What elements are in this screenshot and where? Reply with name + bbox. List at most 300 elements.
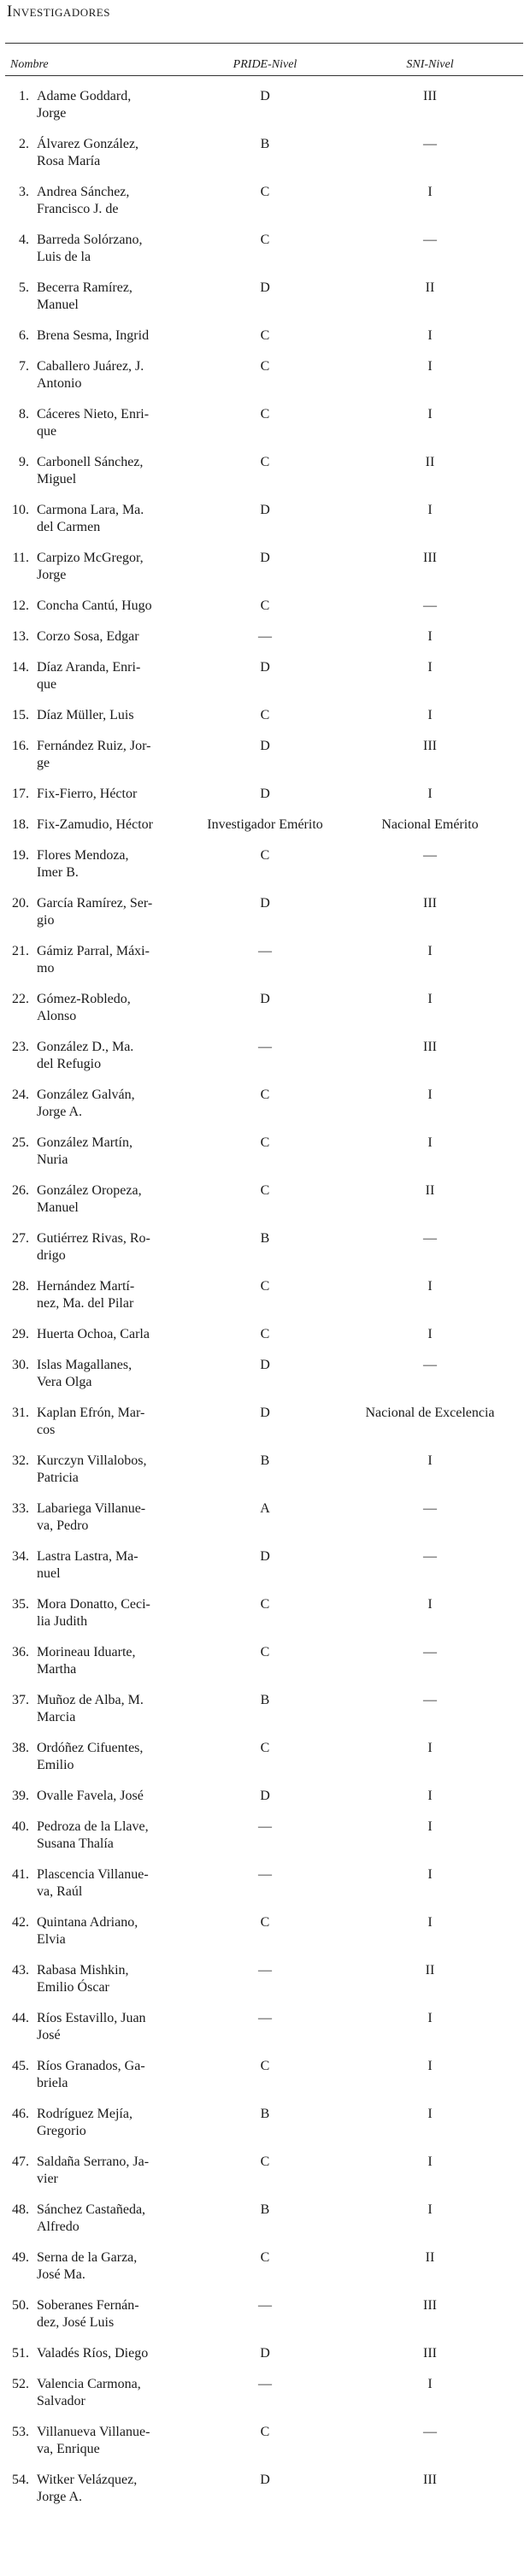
pride-level-value: D xyxy=(260,660,270,675)
researcher-name-line: Quintana Adriano, xyxy=(37,1915,138,1930)
researcher-name-line: Soberanes Fernán- xyxy=(37,2298,139,2313)
row-number: 52. xyxy=(12,2377,29,2391)
pride-level-value: C xyxy=(260,1135,270,1150)
sni-level-value: — xyxy=(423,598,437,613)
top-rule xyxy=(5,43,523,44)
row-number: 18. xyxy=(12,817,29,832)
row-number: 24. xyxy=(12,1088,29,1102)
researcher-name-line: Barreda Solórzano, xyxy=(37,233,143,247)
pride-level-value: C xyxy=(260,2155,270,2169)
researcher-name-line: que xyxy=(37,424,57,439)
row-number: 4. xyxy=(19,233,29,247)
sni-level-value: I xyxy=(427,1741,433,1755)
row-number: 27. xyxy=(12,1231,29,1246)
researcher-name xyxy=(37,1326,182,1343)
sni-level-value: Nacional Emérito xyxy=(381,817,479,832)
researcher-name-line: lia Judith xyxy=(37,1614,88,1629)
pride-level-value: C xyxy=(260,848,270,863)
researcher-name xyxy=(37,738,182,772)
researcher-name-line: Manuel xyxy=(37,298,79,312)
row-number: 40. xyxy=(12,1819,29,1834)
sni-level-value: I xyxy=(427,1597,433,1612)
pride-level-value: B xyxy=(260,1231,270,1246)
researcher-name xyxy=(37,2202,182,2236)
researcher-name-line: nez, Ma. del Pilar xyxy=(37,1296,134,1311)
researcher-name-line: Manuel xyxy=(37,1200,79,1215)
researcher-name-line: Emilio Óscar xyxy=(37,1980,109,1995)
sni-level-value: I xyxy=(427,2155,433,2169)
sni-level-value: I xyxy=(427,944,433,958)
row-number: 8. xyxy=(19,407,29,421)
row-number: 34. xyxy=(12,1549,29,1564)
row-number: 21. xyxy=(12,944,29,958)
row-number: 10. xyxy=(12,503,29,517)
researcher-name-line: Imer B. xyxy=(37,865,79,880)
pride-level-value: D xyxy=(260,896,270,911)
researcher-name-line: García Ramírez, Ser- xyxy=(37,896,153,911)
researcher-name-line: Andrea Sánchez, xyxy=(37,185,130,199)
researcher-name xyxy=(37,2376,182,2410)
researcher-name-line: Concha Cantú, Hugo xyxy=(37,598,152,613)
pride-level-value: C xyxy=(260,2059,270,2073)
researcher-name-line: nuel xyxy=(37,1566,61,1581)
sni-level-value: II xyxy=(425,1963,435,1978)
sni-level-value: II xyxy=(425,1183,435,1198)
researcher-name xyxy=(37,2472,182,2506)
researcher-name xyxy=(37,1866,182,1901)
row-number: 42. xyxy=(12,1915,29,1930)
pride-level-value: D xyxy=(260,1549,270,1564)
pride-level-value: D xyxy=(260,89,270,103)
pride-level-value: — xyxy=(258,629,272,644)
pride-level-value: C xyxy=(260,1915,270,1930)
researcher-name-line: González Oropeza, xyxy=(37,1183,142,1198)
sni-level-value: — xyxy=(423,1693,437,1707)
sni-level-value: — xyxy=(423,1645,437,1659)
sni-level-value: I xyxy=(427,1789,433,1803)
row-number: 48. xyxy=(12,2202,29,2217)
sni-level-value: I xyxy=(427,787,433,801)
pride-level-value: B xyxy=(260,137,270,151)
pride-level-value: C xyxy=(260,233,270,247)
researcher-name xyxy=(37,1230,182,1264)
researcher-name-line: Carbonell Sánchez, xyxy=(37,455,144,469)
researcher-name-line: Pedroza de la Llave, xyxy=(37,1819,149,1834)
researcher-name xyxy=(37,991,182,1025)
researcher-name xyxy=(37,2106,182,2140)
researcher-name-line: mo xyxy=(37,961,55,976)
pride-level-value: D xyxy=(260,1358,270,1372)
column-header-pride-label: PRIDE-Nivel xyxy=(233,58,297,71)
sni-level-value: — xyxy=(423,233,437,247)
pride-level-value: C xyxy=(260,407,270,421)
sni-level-value: — xyxy=(423,1549,437,1564)
sni-level-value: II xyxy=(425,280,435,295)
researcher-name-line: vier xyxy=(37,2172,58,2186)
sni-level-value: I xyxy=(427,1915,433,1930)
researcher-name-line: va, Enrique xyxy=(37,2442,100,2456)
pride-level-value: D xyxy=(260,739,270,753)
row-number: 23. xyxy=(12,1040,29,1054)
researcher-name-line: Serna de la Garza, xyxy=(37,2250,138,2265)
researcher-name-line: Carmona Lara, Ma. xyxy=(37,503,144,517)
pride-level-value: C xyxy=(260,1279,270,1294)
pride-level-value: A xyxy=(260,1501,270,1516)
row-number: 53. xyxy=(12,2425,29,2439)
row-number: 17. xyxy=(12,787,29,801)
researcher-name xyxy=(37,1500,182,1535)
row-number: 50. xyxy=(12,2298,29,2313)
researcher-name xyxy=(37,2010,182,2044)
researcher-name-line: Caballero Juárez, J. xyxy=(37,359,144,374)
pride-level-value: C xyxy=(260,359,270,374)
row-number: 9. xyxy=(19,455,29,469)
researcher-name-line: Luis de la xyxy=(37,250,91,264)
pride-level-value: — xyxy=(258,944,272,958)
researcher-name xyxy=(37,1039,182,1073)
sni-level-value: III xyxy=(423,896,437,911)
row-number: 35. xyxy=(12,1597,29,1612)
researcher-name xyxy=(37,1740,182,1774)
pride-level-value: D xyxy=(260,1406,270,1420)
researcher-name-line: Patricia xyxy=(37,1471,79,1485)
pride-level-value: C xyxy=(260,2425,270,2439)
researcher-name xyxy=(37,1788,182,1805)
researcher-name-line: González Galván, xyxy=(37,1088,135,1102)
column-header-sni-label: SNI-Nivel xyxy=(406,58,454,71)
researcher-name-line: Kaplan Efrón, Mar- xyxy=(37,1406,145,1420)
researcher-name xyxy=(37,550,182,584)
pride-level-value: C xyxy=(260,1741,270,1755)
pride-level-value: C xyxy=(260,2250,270,2265)
row-number: 3. xyxy=(19,185,29,199)
researcher-name-line: González Martín, xyxy=(37,1135,132,1150)
researcher-name-line: Islas Magallanes, xyxy=(37,1358,132,1372)
pride-level-value: B xyxy=(260,2202,270,2217)
researcher-name xyxy=(37,2058,182,2092)
sni-level-value: I xyxy=(427,708,433,722)
researcher-name-line: ge xyxy=(37,756,50,770)
researcher-name-line: que xyxy=(37,677,57,692)
researcher-name-line: Plascencia Villanue- xyxy=(37,1867,149,1882)
row-number: 30. xyxy=(12,1358,29,1372)
pride-level-value: D xyxy=(260,1789,270,1803)
researcher-name xyxy=(37,1357,182,1391)
researcher-name-line: Gámiz Parral, Máxi- xyxy=(37,944,150,958)
row-number: 47. xyxy=(12,2155,29,2169)
researcher-name-line: Mora Donatto, Ceci- xyxy=(37,1597,150,1612)
page-title: Investigadores xyxy=(7,3,110,21)
researcher-name xyxy=(37,1962,182,1996)
column-header-name: Nombre xyxy=(10,58,49,71)
researcher-name xyxy=(37,136,182,170)
researcher-name-line: Ríos Estavillo, Juan xyxy=(37,2011,146,2025)
row-number: 33. xyxy=(12,1501,29,1516)
pride-level-value: — xyxy=(258,2298,272,2313)
sni-level-value: — xyxy=(423,1231,437,1246)
row-number: 5. xyxy=(19,280,29,295)
researcher-name-line: Fix-Zamudio, Héctor xyxy=(37,817,153,832)
pride-level-value: D xyxy=(260,787,270,801)
researcher-name-line: Ordóñez Cifuentes, xyxy=(37,1741,144,1755)
sni-level-value: II xyxy=(425,455,435,469)
researcher-name-line: Muñoz de Alba, M. xyxy=(37,1693,144,1707)
row-number: 54. xyxy=(12,2473,29,2487)
researcher-name-line: Jorge xyxy=(37,568,67,582)
sni-level-value: I xyxy=(427,1453,433,1468)
researcher-name-line: Gómez-Robledo, xyxy=(37,992,131,1006)
row-number: 46. xyxy=(12,2107,29,2121)
row-number: 19. xyxy=(12,848,29,863)
row-number: 49. xyxy=(12,2250,29,2265)
sni-level-value: III xyxy=(423,551,437,565)
researcher-name xyxy=(37,1135,182,1169)
researcher-name xyxy=(37,2297,182,2331)
researcher-name-line: Brena Sesma, Ingrid xyxy=(37,328,150,343)
sni-level-value: III xyxy=(423,2473,437,2487)
researcher-name-line: Valencia Carmona, xyxy=(37,2377,141,2391)
researcher-name-line: Elvia xyxy=(37,1932,66,1947)
researcher-name-line: drigo xyxy=(37,1248,66,1263)
researcher-name-line: Emilio xyxy=(37,1758,74,1772)
researcher-name-line: Jorge xyxy=(37,106,67,121)
researcher-name-line: Becerra Ramírez, xyxy=(37,280,132,295)
researcher-name-line: Rosa María xyxy=(37,154,101,168)
row-number: 7. xyxy=(19,359,29,374)
row-number: 44. xyxy=(12,2011,29,2025)
researcher-name-line: Salvador xyxy=(37,2394,85,2408)
pride-level-value: D xyxy=(260,2346,270,2361)
researcher-name-line: Jorge A. xyxy=(37,1105,83,1119)
row-number: 2. xyxy=(19,137,29,151)
researcher-name-line: Flores Mendoza, xyxy=(37,848,129,863)
researcher-name xyxy=(37,358,182,392)
pride-level-value: — xyxy=(258,1867,272,1882)
row-number: 36. xyxy=(12,1645,29,1659)
researcher-name-line: va, Raúl xyxy=(37,1884,83,1899)
pride-level-value: C xyxy=(260,1645,270,1659)
sni-level-value: I xyxy=(427,1867,433,1882)
researcher-name-line: Susana Thalía xyxy=(37,1836,114,1851)
researcher-name-line: Martha xyxy=(37,1662,77,1677)
pride-level-value: D xyxy=(260,551,270,565)
researcher-name xyxy=(37,1405,182,1439)
row-number: 51. xyxy=(12,2346,29,2361)
researcher-name xyxy=(37,2154,182,2188)
sni-level-value: I xyxy=(427,1819,433,1834)
pride-level-value: — xyxy=(258,1819,272,1834)
researcher-name-line: Labariega Villanue- xyxy=(37,1501,146,1516)
pride-level-value: — xyxy=(258,1040,272,1054)
row-number: 32. xyxy=(12,1453,29,1468)
researcher-name xyxy=(37,1692,182,1726)
researcher-name-line: Valadés Ríos, Diego xyxy=(37,2346,149,2361)
sni-level-value: I xyxy=(427,503,433,517)
row-number: 29. xyxy=(12,1327,29,1341)
researcher-name xyxy=(37,1453,182,1487)
researcher-name xyxy=(37,280,182,314)
researcher-name-line: Lastra Lastra, Ma- xyxy=(37,1549,138,1564)
researcher-name xyxy=(37,847,182,881)
sni-level-value: I xyxy=(427,992,433,1006)
pride-level-value: C xyxy=(260,1327,270,1341)
researcher-name-line: Jorge A. xyxy=(37,2490,83,2504)
row-number: 1. xyxy=(19,89,29,103)
pride-level-value: C xyxy=(260,708,270,722)
pride-level-value: B xyxy=(260,1453,270,1468)
researcher-name-line: va, Pedro xyxy=(37,1518,89,1533)
researcher-name-line: José xyxy=(37,2028,61,2043)
researcher-name xyxy=(37,816,182,834)
researcher-name xyxy=(37,88,182,122)
sni-level-value: III xyxy=(423,2346,437,2361)
sni-level-value: III xyxy=(423,739,437,753)
sni-level-value: I xyxy=(427,2202,433,2217)
researcher-name xyxy=(37,598,182,615)
researcher-name-line: Vera Olga xyxy=(37,1375,92,1389)
researcher-name xyxy=(37,707,182,724)
row-number: 26. xyxy=(12,1183,29,1198)
researcher-name-line: González D., Ma. xyxy=(37,1040,134,1054)
researcher-name xyxy=(37,2345,182,2362)
pride-level-value: B xyxy=(260,1693,270,1707)
pride-level-value: B xyxy=(260,2107,270,2121)
row-number: 14. xyxy=(12,660,29,675)
sni-level-value: I xyxy=(427,1327,433,1341)
row-number: 15. xyxy=(12,708,29,722)
researcher-name xyxy=(37,895,182,929)
row-number: 31. xyxy=(12,1406,29,1420)
researcher-name xyxy=(37,1644,182,1678)
researcher-name-line: Sánchez Castañeda, xyxy=(37,2202,146,2217)
researcher-name-line: Álvarez González, xyxy=(37,137,139,151)
sni-level-value: I xyxy=(427,2011,433,2025)
researcher-name xyxy=(37,1596,182,1630)
researcher-name-line: Ovalle Favela, José xyxy=(37,1789,144,1803)
researcher-name xyxy=(37,327,182,345)
sni-level-value: — xyxy=(423,137,437,151)
sni-level-value: — xyxy=(423,848,437,863)
researcher-name xyxy=(37,1819,182,1853)
researcher-name xyxy=(37,406,182,440)
researcher-name-line: Fernández Ruiz, Jor- xyxy=(37,739,151,753)
row-number: 43. xyxy=(12,1963,29,1978)
researcher-name-line: gio xyxy=(37,913,55,928)
sni-level-value: I xyxy=(427,359,433,374)
sni-level-value: — xyxy=(423,2425,437,2439)
researcher-name-line: Adame Goddard, xyxy=(37,89,132,103)
researcher-name-line: del Carmen xyxy=(37,520,101,534)
pride-level-value: D xyxy=(260,2473,270,2487)
researcher-name xyxy=(37,1278,182,1312)
researcher-name-line: Witker Velázquez, xyxy=(37,2473,138,2487)
row-number: 38. xyxy=(12,1741,29,1755)
researcher-name-line: Antonio xyxy=(37,376,82,391)
pride-level-value: C xyxy=(260,1597,270,1612)
researcher-name-line: Saldaña Serrano, Ja- xyxy=(37,2155,150,2169)
row-number: 12. xyxy=(12,598,29,613)
sni-level-value: I xyxy=(427,185,433,199)
researcher-name-line: Ríos Granados, Ga- xyxy=(37,2059,145,2073)
researcher-name-line: Díaz Aranda, Enri- xyxy=(37,660,141,675)
researcher-name xyxy=(37,943,182,977)
researcher-name-line: Nuria xyxy=(37,1152,68,1167)
row-number: 22. xyxy=(12,992,29,1006)
header-rule xyxy=(5,75,523,76)
pride-level-value: C xyxy=(260,185,270,199)
researcher-name xyxy=(37,2249,182,2284)
researcher-name-line: Huerta Ochoa, Carla xyxy=(37,1327,150,1341)
researcher-name xyxy=(37,786,182,803)
row-number: 20. xyxy=(12,896,29,911)
researcher-name-line: Fix-Fierro, Héctor xyxy=(37,787,138,801)
researcher-name-line: Morineau Iduarte, xyxy=(37,1645,136,1659)
researcher-name-line: briela xyxy=(37,2076,68,2090)
sni-level-value: Nacional de Excelencia xyxy=(365,1406,495,1420)
researcher-name-line: Rabasa Mishkin, xyxy=(37,1963,129,1978)
sni-level-value: I xyxy=(427,2059,433,2073)
pride-level-value: — xyxy=(258,1963,272,1978)
sni-level-value: I xyxy=(427,629,433,644)
row-number: 41. xyxy=(12,1867,29,1882)
researcher-name-line: Villanueva Villanue- xyxy=(37,2425,150,2439)
pride-level-value: C xyxy=(260,598,270,613)
sni-level-value: I xyxy=(427,2107,433,2121)
row-number: 11. xyxy=(12,551,29,565)
researcher-name-line: Miguel xyxy=(37,472,77,486)
row-number: 6. xyxy=(19,328,29,343)
researcher-name xyxy=(37,2424,182,2458)
researcher-name xyxy=(37,1087,182,1121)
sni-level-value: I xyxy=(427,660,433,675)
row-number: 45. xyxy=(12,2059,29,2073)
pride-level-value: Investigador Emérito xyxy=(207,817,323,832)
researcher-name xyxy=(37,1548,182,1583)
pride-level-value: C xyxy=(260,1088,270,1102)
sni-level-value: I xyxy=(427,1135,433,1150)
row-number: 13. xyxy=(12,629,29,644)
researcher-name xyxy=(37,502,182,536)
researcher-name xyxy=(37,628,182,645)
researcher-name xyxy=(37,454,182,488)
pride-level-value: D xyxy=(260,503,270,517)
pride-level-value: C xyxy=(260,328,270,343)
researcher-name xyxy=(37,1914,182,1948)
pride-level-value: C xyxy=(260,455,270,469)
researcher-name-line: Gregorio xyxy=(37,2124,86,2138)
row-number: 28. xyxy=(12,1279,29,1294)
sni-level-value: II xyxy=(425,2250,435,2265)
researcher-name-line: dez, José Luis xyxy=(37,2315,115,2330)
sni-level-value: I xyxy=(427,328,433,343)
pride-level-value: — xyxy=(258,2011,272,2025)
sni-level-value: III xyxy=(423,2298,437,2313)
researcher-name xyxy=(37,659,182,693)
sni-level-value: — xyxy=(423,1501,437,1516)
researcher-name-line: Alonso xyxy=(37,1009,77,1023)
pride-level-value: C xyxy=(260,1183,270,1198)
pride-level-value: — xyxy=(258,2377,272,2391)
pride-level-value: D xyxy=(260,280,270,295)
researcher-name-line: Cáceres Nieto, Enri- xyxy=(37,407,150,421)
row-number: 16. xyxy=(12,739,29,753)
researcher-name-line: Rodríguez Mejía, xyxy=(37,2107,132,2121)
pride-level-value: D xyxy=(260,992,270,1006)
researcher-name-line: del Refugio xyxy=(37,1057,102,1071)
researcher-name xyxy=(37,1182,182,1217)
researcher-name-line: Gutiérrez Rivas, Ro- xyxy=(37,1231,150,1246)
sni-level-value: I xyxy=(427,407,433,421)
